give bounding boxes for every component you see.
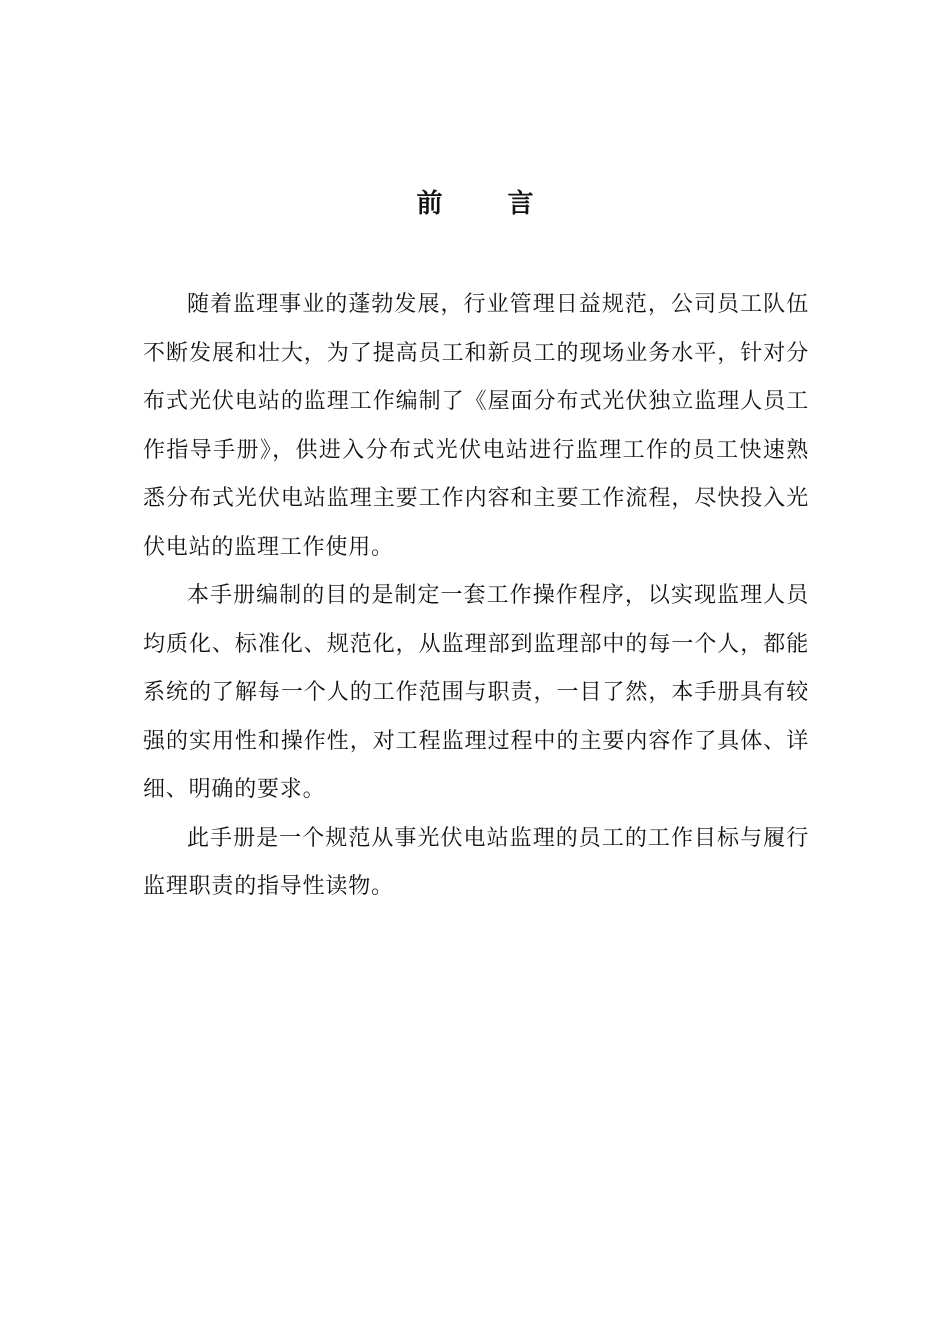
paragraph-1: 随着监理事业的蓬勃发展，行业管理日益规范，公司员工队伍不断发展和壮大，为了提高员工和新员工的现场业务水平，针对分布式光伏电站的监理工作编制了《屋面分布式光伏独立监理人员工作指导手册》，供进入分布式光伏电站进行监理工作的员工快速熟悉分布式光伏电站监理主要工作内容和主要工作流程，尽快投入光伏电站的监理工作使用。: [143, 292, 809, 560]
paragraph-3: 此手册是一个规范从事光伏电站监理的员工的工作目标与履行监理职责的指导性读物。: [143, 825, 809, 899]
preface-body: [143, 281, 809, 912]
page-title: 前 言: [416, 189, 562, 219]
paragraph-2: 本手册编制的目的是制定一套工作操作程序，以实现监理人员均质化、标准化、规范化，从监理部到监理部中的每一个人，都能系统的了解每一个人的工作范围与职责，一目了然，本手册具有较强的实用性和操作性，对工程监理过程中的主要内容作了具体、详细、明确的要求。: [143, 583, 809, 802]
